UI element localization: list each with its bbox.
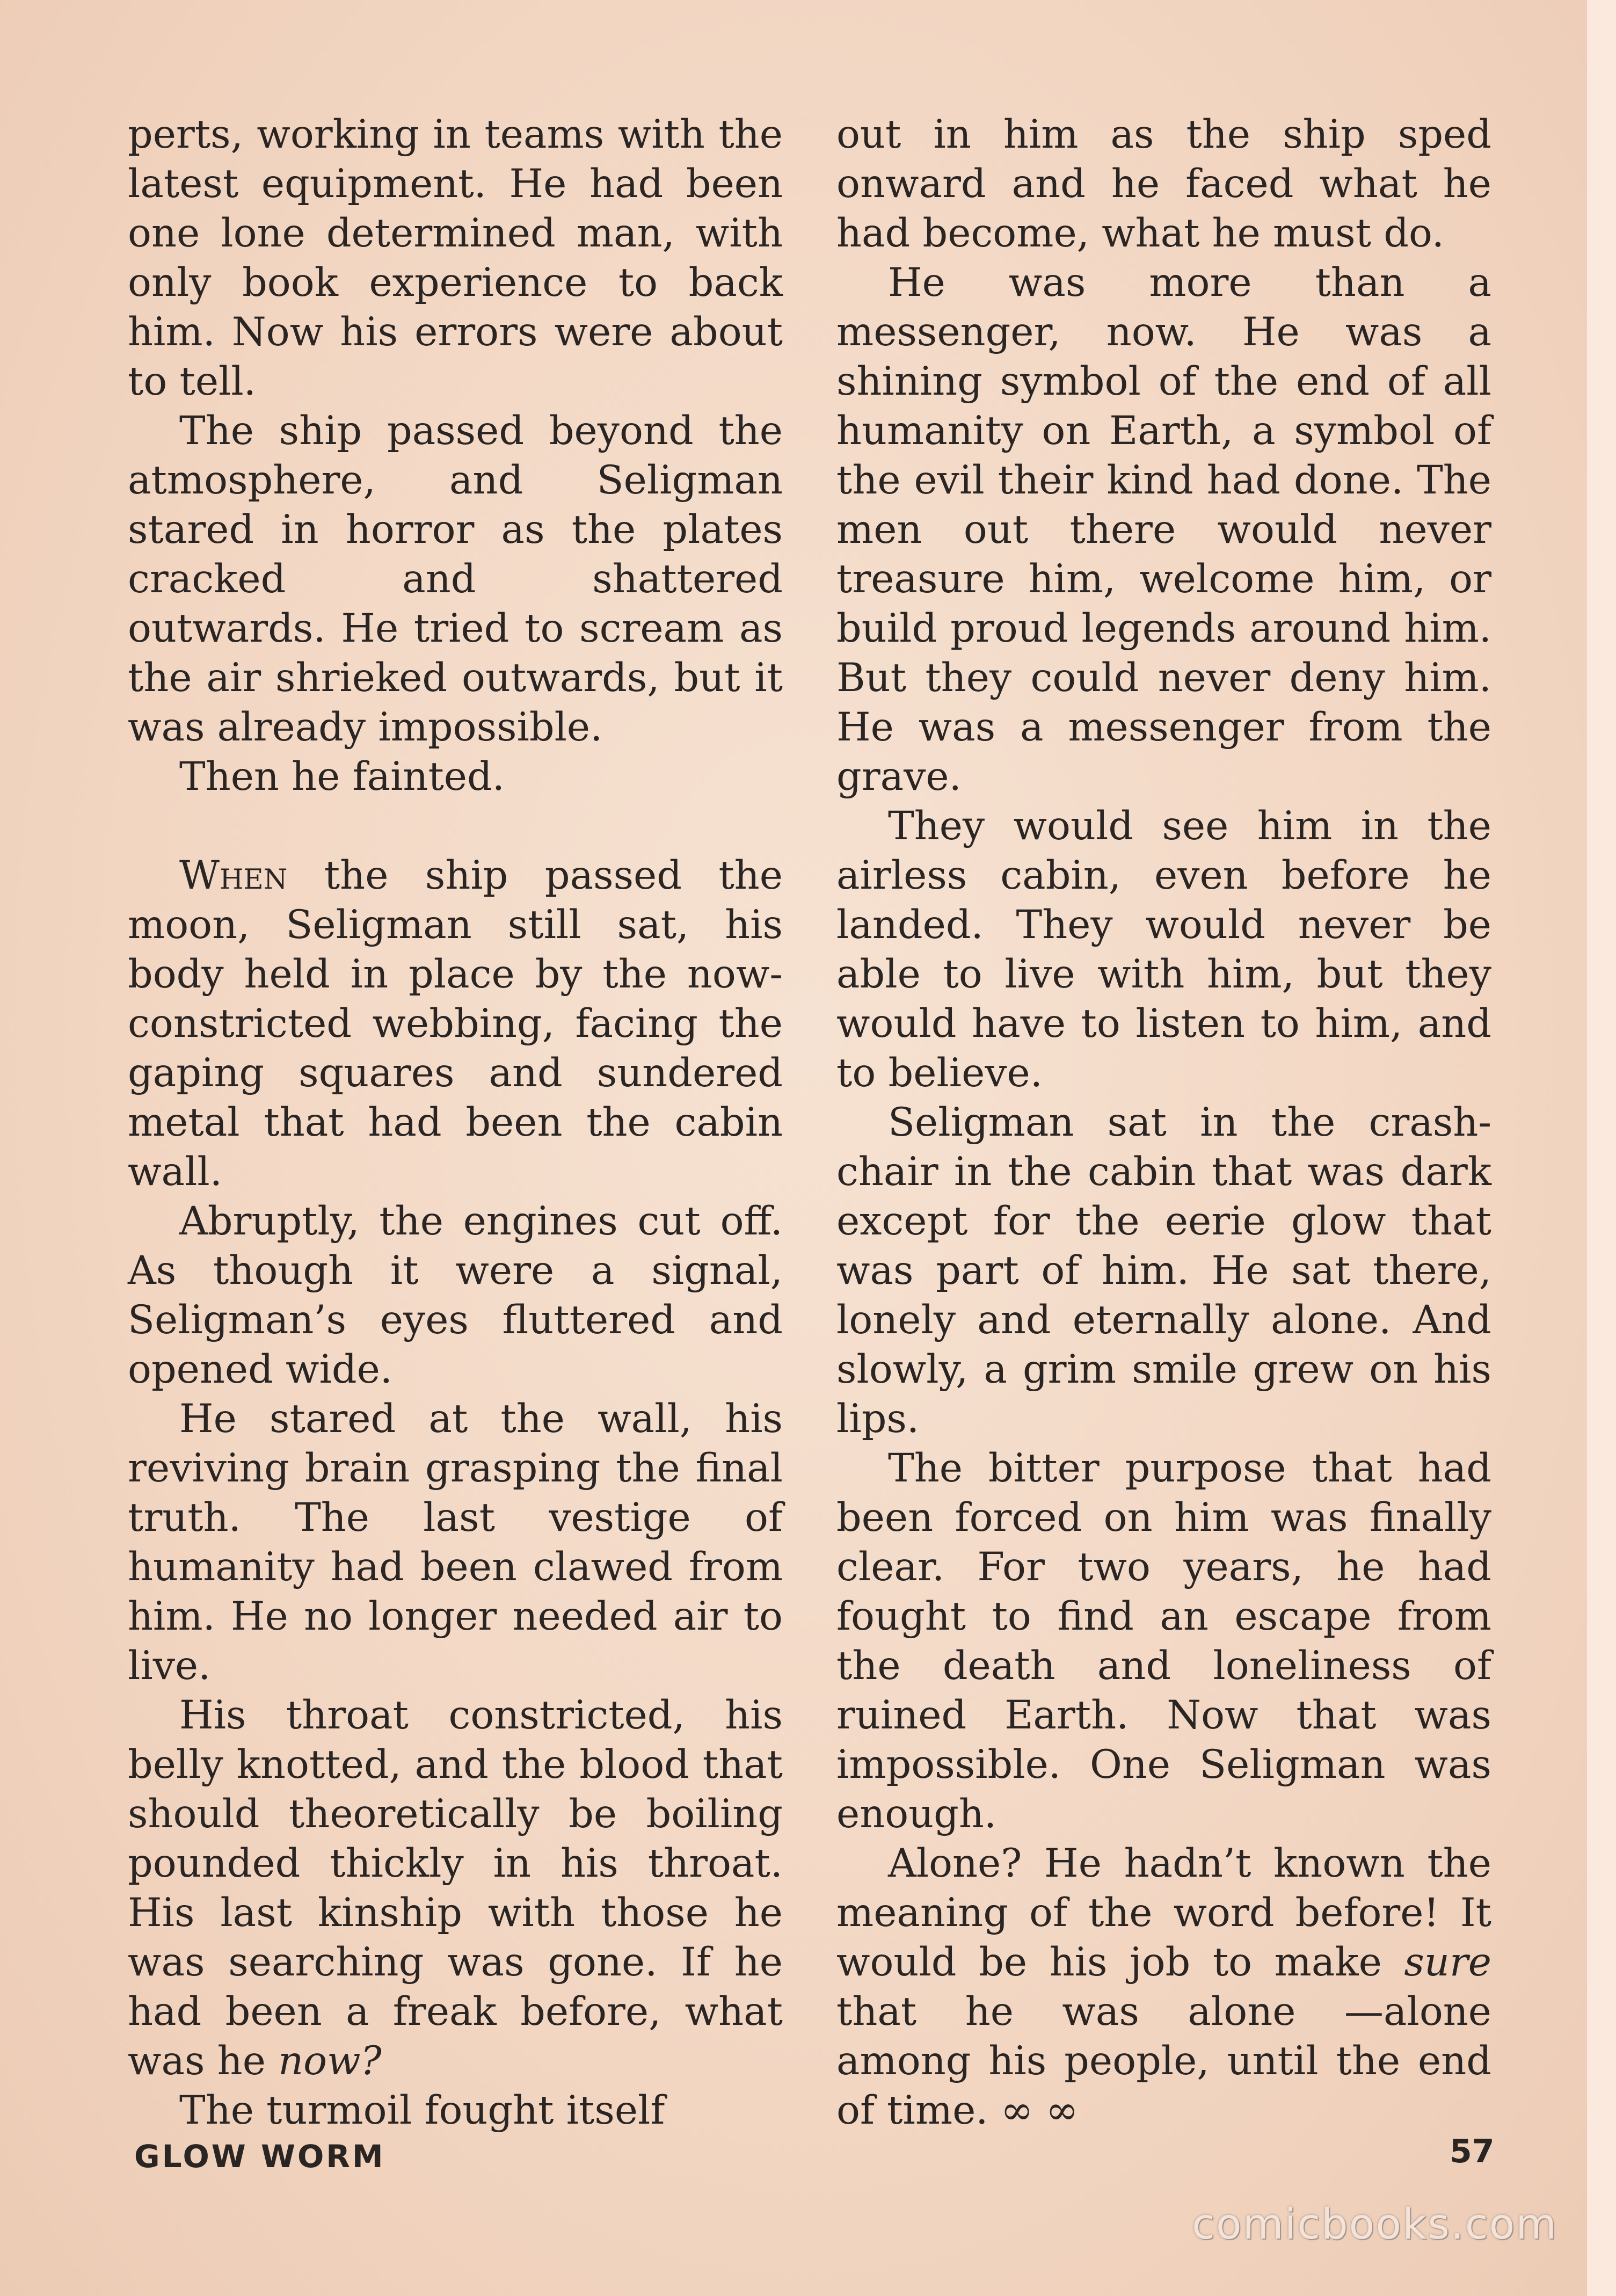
- paragraph: The ship passed beyond the atmosphere, and Seligman stared in horror as the plates cracked and shattered outwards. He tried to scream as the air shrieked outwards, but it was already impossible.: [128, 408, 783, 750]
- end-mark: ∞ ∞: [1000, 2088, 1079, 2133]
- running-footer-title: GLOW WORM: [134, 2138, 385, 2175]
- paragraph: Then he fainted.: [179, 754, 505, 800]
- left-text-column: [128, 110, 783, 2135]
- paragraph-text: His throat constricted, his belly knotted, and the blood that should theoretically be boiling pounded thickly in his throat. His last kinship with those he was searching was gone. If he had been a freak before, what was he: [128, 1692, 783, 2084]
- small-caps-lead: When: [179, 853, 288, 898]
- paragraph-text: Alone? He hadn’t known the meaning of the word before! It would be his job to make: [836, 1841, 1491, 1985]
- paragraph-text: that he was alone —alone among his people, until the end of time.: [836, 1989, 1491, 2133]
- paragraph: [128, 851, 783, 1197]
- watermark: comicbooks.com: [1192, 2200, 1558, 2249]
- paragraph: The turmoil fought itself: [179, 2088, 665, 2133]
- paragraph: Seligman sat in the crash-chair in the cabin that was dark except for the eerie glow that was part of him. He sat there, lonely and eternally alone. And slowly, a grim smile grew on his lips.: [836, 1100, 1491, 1442]
- page-number: 57: [1450, 2133, 1495, 2170]
- emphasis: sure: [1404, 1939, 1491, 1985]
- paragraph: The bitter purpose that had been forced on him was finally clear. For two years, he had fought to find an escape from the death and loneliness of ruined Earth. Now that was impossible. One Seligman was enough.: [836, 1445, 1491, 1837]
- paragraph: He was more than a messenger, now. He was a shining symbol of the end of all humanity on Earth, a symbol of the evil their kind had done. The men out there would never treasure him, welcome him, or build proud legends around him. But they could never deny him. He was a messenger from the grave.: [836, 260, 1491, 800]
- paragraph: They would see him in the airless cabin, even before he landed. They would never be able to live with him, but they would have to listen to him, and to believe.: [836, 803, 1491, 1096]
- paragraph: out in him as the ship sped onward and he faced what he had become, what he must do.: [836, 112, 1491, 256]
- paragraph: [128, 1691, 783, 2086]
- paragraph: [836, 1839, 1491, 2135]
- paragraph: perts, working in teams with the latest equipment. He had been one lone determined man, with only book experience to back him. Now his errors were about to tell.: [128, 112, 783, 404]
- paragraph: He stared at the wall, his reviving brain grasping the final truth. The last vestige of humanity had been clawed from him. He no longer needed air to live.: [128, 1396, 783, 1689]
- paragraph-text: the ship passed the moon, Seligman still sat, his body held in place by the now-constricted webbing, facing the gaping squares and sundered metal that had been the cabin wall.: [128, 853, 783, 1195]
- page-edge: [1587, 0, 1616, 2296]
- right-text-column: [836, 110, 1491, 2135]
- emphasis: now?: [278, 2038, 382, 2084]
- paragraph: Abruptly, the engines cut off. As though it were a signal, Seligman’s eyes fluttered and opened wide.: [128, 1198, 783, 1392]
